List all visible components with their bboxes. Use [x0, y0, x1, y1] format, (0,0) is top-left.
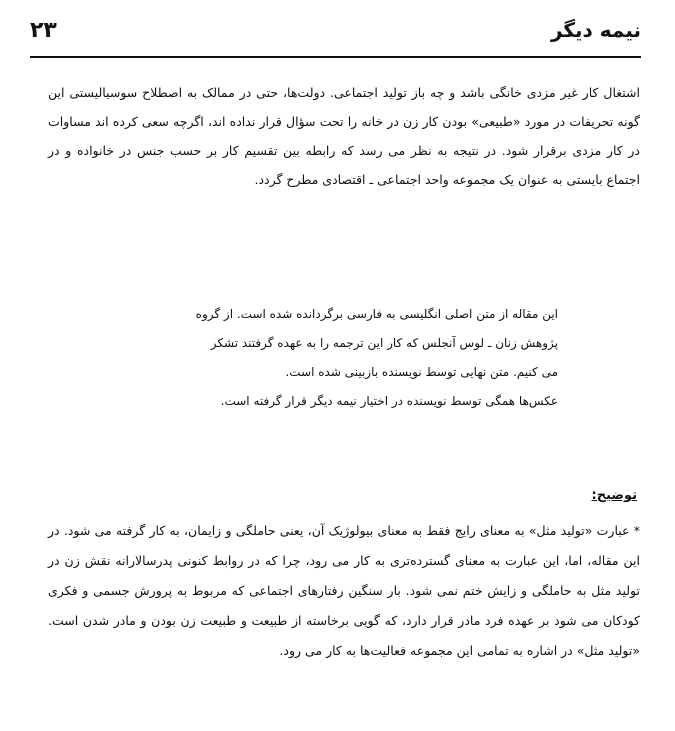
- explanation-paragraph: * عبارت «تولید مثل» به معنای رایج فقط به معنای بیولوژیک آن، یعنی حاملگی و زایمان، به کار گرفته می شود. در این مقاله، اما، این عبارت به معنای گسترده‌تری به کار می رود، چرا که در روابط کنونی پدرسالارانه نقش زن در تولید مثل به حاملگی و زایش ختم نمی شود. بار سنگین رفتارهای اجتماعی که مربوط به پرورش جسمی و فکری کودکان می شود بر عهده فرد مادر قرار دارد، که گویی برخاسته از طبیعت و طبیعت زن بودن و مادر شدن است. «تولید مثل» در اشاره به تمامی این مجموعه فعالیت‌ها به کار می رود.: [48, 523, 640, 658]
- page-number: ۲۳: [30, 17, 57, 43]
- note-line: می کنیم. متن نهایی توسط نویسنده بازبینی شده است.: [285, 365, 558, 379]
- explanation-heading: توضیح:: [591, 488, 637, 503]
- note-line: این مقاله از متن اصلی انگلیسی به فارسی برگردانده شده است. از گروه: [195, 307, 558, 321]
- page-header: [30, 14, 641, 46]
- note-line: عکس‌ها همگی توسط نویسنده در اختیار نیمه دیگر قرار گرفته است.: [220, 394, 558, 408]
- translator-note: [150, 300, 558, 416]
- header-rule: [30, 56, 641, 58]
- main-paragraph: اشتغال کار غیر مزدی خانگی باشد و چه باز تولید اجتماعی. دولت‌ها، حتی در ممالک به اصطلاح سوسیالیستی این گونه تحریفات در مورد «طبیعی» بودن کار زن در خانه را تحت سؤال قرار نداده اند، اگرچه سعی کرده اند مساوات در کار مزدی برقرار شود. در نتیجه به نظر می رسد که رابطه بین تقسیم کار بر حسب جنس در خانواده و در اجتماع بایستی به عنوان یک مجموعه واحد اجتماعی ـ اقتصادی مطرح گردد.: [48, 85, 640, 187]
- running-title: نیمه دیگر: [550, 18, 641, 42]
- note-line: پژوهش زنان ـ لوس آنجلس که کار این ترجمه را به عهده گرفتند تشکر: [210, 336, 558, 350]
